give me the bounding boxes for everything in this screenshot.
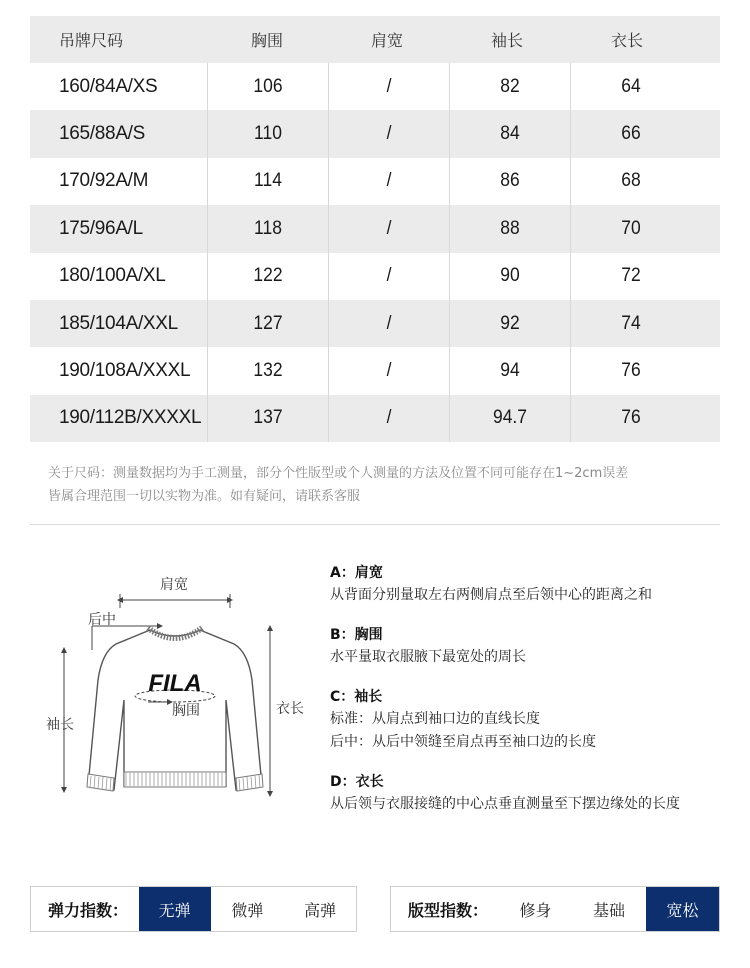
cell-length: 64 <box>621 75 641 97</box>
column-divider <box>207 158 208 205</box>
definition-sleeve <box>330 686 730 754</box>
column-divider <box>328 347 329 394</box>
column-divider <box>449 110 450 157</box>
cell-sleeve: 84 <box>500 123 520 145</box>
definition-length <box>330 771 730 816</box>
cell-shoulder: / <box>386 123 392 145</box>
label-shoulder: 肩宽 <box>160 577 188 593</box>
label-back-center: 后中 <box>88 612 116 628</box>
column-divider <box>328 395 329 442</box>
column-divider <box>449 395 450 442</box>
definition-text: 后中：从后中领缝至肩点再至袖口边的长度 <box>330 734 596 750</box>
column-divider <box>570 395 571 442</box>
cell-sleeve: 94.7 <box>492 407 528 429</box>
fit-option-regular[interactable]: 基础 <box>593 900 626 920</box>
cell-length: 76 <box>621 407 641 429</box>
cell-size: 175/96A/L <box>59 217 143 239</box>
cell-shoulder: / <box>386 360 392 382</box>
cell-shoulder: / <box>386 312 392 334</box>
definition-shoulder <box>330 562 730 607</box>
cell-chest: 106 <box>253 75 283 97</box>
cell-length: 72 <box>621 265 641 287</box>
column-divider <box>207 63 208 110</box>
fit-option-slim[interactable]: 修身 <box>519 900 552 920</box>
label-sleeve: 袖长 <box>46 717 74 733</box>
column-divider <box>570 205 571 252</box>
table-header-row <box>30 16 720 63</box>
column-divider <box>328 205 329 252</box>
table-row <box>30 253 720 300</box>
column-divider <box>207 205 208 252</box>
column-divider <box>570 158 571 205</box>
column-divider <box>207 347 208 394</box>
cell-size: 165/88A/S <box>59 123 146 145</box>
cell-length: 74 <box>621 312 641 334</box>
column-divider <box>328 158 329 205</box>
sweatshirt-illustration <box>40 560 320 810</box>
column-divider <box>449 63 450 110</box>
measurement-definitions <box>330 562 730 833</box>
definition-title: B：胸围 <box>330 627 383 643</box>
header-chest: 胸围 <box>250 31 283 50</box>
column-divider <box>570 300 571 347</box>
definition-chest <box>330 624 730 669</box>
fit-index <box>390 886 720 932</box>
cell-shoulder: / <box>386 407 392 429</box>
cell-chest: 110 <box>254 123 282 145</box>
cell-length: 76 <box>621 360 641 382</box>
header-length: 衣长 <box>610 31 643 50</box>
elasticity-index <box>30 886 357 932</box>
cell-chest: 114 <box>254 170 282 192</box>
cell-chest: 137 <box>253 407 283 429</box>
table-row <box>30 205 720 252</box>
cell-shoulder: / <box>386 265 392 287</box>
column-divider <box>570 110 571 157</box>
definition-text: 从背面分别量取左右两侧肩点至后领中心的距离之和 <box>330 587 652 603</box>
column-divider <box>570 347 571 394</box>
cell-sleeve: 86 <box>500 170 520 192</box>
cell-shoulder: / <box>386 75 392 97</box>
column-divider <box>449 253 450 300</box>
cell-chest: 118 <box>254 217 282 239</box>
column-divider <box>449 158 450 205</box>
cell-chest: 122 <box>253 265 283 287</box>
cell-sleeve: 90 <box>500 265 520 287</box>
cell-chest: 127 <box>253 312 283 334</box>
elasticity-option-none[interactable]: 无弹 <box>139 887 211 931</box>
measurement-note <box>48 462 728 508</box>
definition-text: 水平量取衣服腋下最宽处的周长 <box>330 649 526 665</box>
cell-chest: 132 <box>253 360 283 382</box>
note-line-1: 关于尺码：测量数据均为手工测量，部分个性版型或个人测量的方法及位置不同可能存在1~2cm误差 <box>48 466 629 481</box>
column-divider <box>328 110 329 157</box>
fit-title: 版型指数： <box>408 900 489 920</box>
cell-size: 180/100A/XL <box>59 265 166 287</box>
column-divider <box>449 347 450 394</box>
table-row <box>30 300 720 347</box>
label-chest: 胸围 <box>172 703 200 719</box>
cell-sleeve: 94 <box>500 360 520 382</box>
table-row <box>30 395 720 442</box>
header-shoulder: 肩宽 <box>370 31 403 50</box>
elasticity-title: 弹力指数： <box>48 900 129 920</box>
label-length: 衣长 <box>276 701 304 717</box>
column-divider <box>328 300 329 347</box>
table-row <box>30 110 720 157</box>
column-divider <box>328 63 329 110</box>
size-table <box>30 16 720 442</box>
cell-length: 70 <box>621 217 641 239</box>
column-divider <box>570 253 571 300</box>
section-divider <box>30 524 720 525</box>
cell-size: 190/112B/XXXXL <box>59 407 202 429</box>
cell-size: 190/108A/XXXL <box>59 360 191 382</box>
column-divider <box>207 110 208 157</box>
column-divider <box>570 63 571 110</box>
cell-length: 66 <box>621 123 641 145</box>
column-divider <box>449 300 450 347</box>
elasticity-option-high[interactable]: 高弹 <box>304 900 337 920</box>
table-row <box>30 347 720 394</box>
cell-sleeve: 88 <box>500 217 520 239</box>
definition-title: A：肩宽 <box>330 565 383 581</box>
header-sleeve: 袖长 <box>490 31 523 50</box>
definition-text: 从后领与衣服接缝的中心点垂直测量至下摆边缘处的长度 <box>330 796 680 812</box>
cell-length: 68 <box>621 170 641 192</box>
column-divider <box>328 253 329 300</box>
column-divider <box>207 300 208 347</box>
cell-shoulder: / <box>386 170 392 192</box>
definition-title: D：衣长 <box>330 774 384 790</box>
cell-size: 160/84A/XS <box>59 75 158 97</box>
column-divider <box>449 205 450 252</box>
fit-option-loose[interactable]: 宽松 <box>646 887 719 931</box>
table-row <box>30 158 720 205</box>
header-size: 吊牌尺码 <box>59 31 124 50</box>
definition-text: 标准：从肩点到袖口边的直线长度 <box>330 711 540 727</box>
cell-shoulder: / <box>386 217 392 239</box>
definition-title: C：袖长 <box>330 689 383 705</box>
elasticity-option-slight[interactable]: 微弹 <box>231 900 264 920</box>
cell-sleeve: 82 <box>500 75 520 97</box>
note-line-2: 皆属合理范围一切以实物为准。如有疑问，请联系客服 <box>48 489 361 504</box>
cell-size: 185/104A/XXL <box>59 312 178 334</box>
column-divider <box>207 395 208 442</box>
measurement-diagram <box>40 560 320 810</box>
table-row <box>30 63 720 110</box>
table-body <box>30 63 720 442</box>
column-divider <box>207 253 208 300</box>
cell-sleeve: 92 <box>500 312 520 334</box>
fila-logo: FILA <box>148 670 202 697</box>
cell-size: 170/92A/M <box>59 170 149 192</box>
